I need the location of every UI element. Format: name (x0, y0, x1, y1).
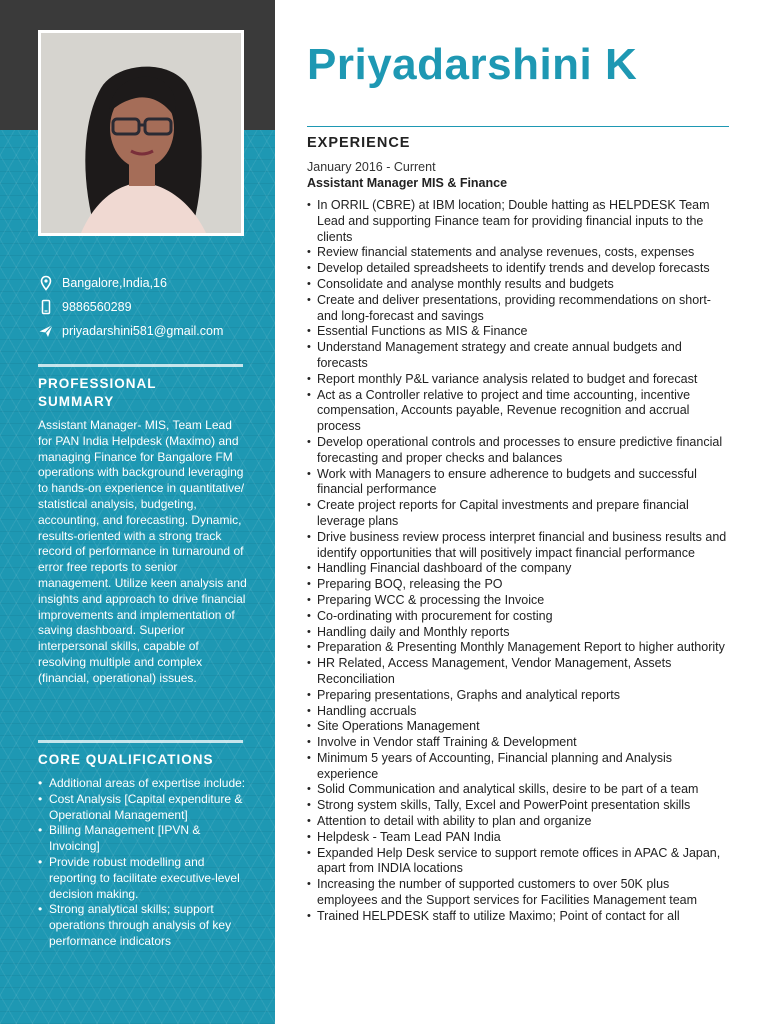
profile-photo (38, 30, 244, 236)
experience-item: • In ORRIL (CBRE) at IBM location; Double hatting as HELPDESK Team Lead and supporting Finance team for providing financial inputs to the clients (307, 198, 732, 245)
contact-location (38, 275, 258, 291)
experience-list (307, 198, 732, 925)
phone-icon (38, 299, 54, 315)
experience-item: • Drive business review process interpret financial and business results and identify opportunities that will positively impact financial performance (307, 530, 732, 562)
experience-item: • Preparing presentations, Graphs and analytical reports (307, 688, 732, 704)
experience-date: January 2016 - Current (307, 160, 436, 174)
profile-photo-image (41, 33, 241, 233)
experience-item: • Attention to detail with ability to plan and organize (307, 814, 732, 830)
contact-email (38, 323, 258, 339)
qualification-item: • Additional areas of expertise include: (38, 776, 248, 792)
send-icon (38, 323, 54, 339)
contact-phone (38, 299, 258, 315)
experience-item: • Create and deliver presentations, providing recommendations on short- and long-forecast and savings (307, 293, 732, 325)
location-pin-icon (38, 275, 54, 291)
experience-item: • Work with Managers to ensure adherence to budgets and successful financial performance (307, 467, 732, 499)
experience-item: • HR Related, Access Management, Vendor Management, Assets Reconciliation (307, 656, 732, 688)
experience-item: • Minimum 5 years of Accounting, Financial planning and Analysis experience (307, 751, 732, 783)
experience-item: • Solid Communication and analytical skills, desire to be part of a team (307, 782, 732, 798)
summary-heading (38, 375, 243, 411)
experience-item: • Site Operations Management (307, 719, 732, 735)
qualification-item: • Cost Analysis [Capital expenditure & Operational Management] (38, 792, 248, 824)
qualifications-list (38, 776, 248, 950)
contact-phone-text: 9886560289 (62, 300, 132, 314)
sidebar (0, 0, 275, 1024)
experience-item: • Handling Financial dashboard of the company (307, 561, 732, 577)
experience-item: • Act as a Controller relative to project and time accounting, incentive compensation, Accounts payable, Revenue recognition and accrual process (307, 388, 732, 435)
summary-heading-line2: SUMMARY (38, 394, 115, 409)
experience-item: • Increasing the number of supported customers to over 50K plus employees and the Support services for Facilities Management team (307, 877, 732, 909)
qualification-item: • Billing Management [IPVN & Invoicing] (38, 823, 248, 855)
experience-item: • Understand Management strategy and create annual budgets and forecasts (307, 340, 732, 372)
experience-item: • Co-ordinating with procurement for costing (307, 609, 732, 625)
experience-role: Assistant Manager MIS & Finance (307, 176, 508, 190)
qualifications-divider (38, 740, 243, 743)
experience-item: • Develop operational controls and processes to ensure predictive financial forecasting and proper checks and balances (307, 435, 732, 467)
experience-item: • Handling daily and Monthly reports (307, 625, 732, 641)
experience-item: • Review financial statements and analyse revenues, costs, expenses (307, 245, 732, 261)
contact-email-text[interactable]: priyadarshini581@gmail.com (62, 324, 224, 338)
name-rule (307, 126, 729, 127)
summary-text: Assistant Manager- MIS, Team Lead for PAN India Helpdesk (Maximo) and managing Finance for Bangalore FM operations with background leveraging to hands-on experience in quantitative/ statistical analysis, budgeting, accounting, and forecasting. Dynamic, results-oriented with a strong track record of performance in turnaround of error free reports to senior management. Utilize keen analysis and insights and approach to drive financial improvements and implementation of saving dashboard. Superior interpersonal skills, capable of resolving multiple and complex (financial, operational) issues. (38, 418, 247, 685)
experience-heading: EXPERIENCE (307, 135, 411, 151)
experience-item: • Expanded Help Desk service to support remote offices in APAC & Japan, apart from INDIA locations (307, 846, 732, 878)
experience-item: • Report monthly P&L variance analysis related to budget and forecast (307, 372, 732, 388)
experience-item: • Handling accruals (307, 704, 732, 720)
experience-item: • Strong system skills, Tally, Excel and PowerPoint presentation skills (307, 798, 732, 814)
experience-item: • Create project reports for Capital investments and prepare financial leverage plans (307, 498, 732, 530)
portrait-illustration (41, 33, 241, 233)
experience-item: • Helpdesk - Team Lead PAN India (307, 830, 732, 846)
experience-item: • Preparing WCC & processing the Invoice (307, 593, 732, 609)
experience-item: • Preparing BOQ, releasing the PO (307, 577, 732, 593)
experience-item: • Essential Functions as MIS & Finance (307, 324, 732, 340)
experience-item: • Trained HELPDESK staff to utilize Maximo; Point of contact for all (307, 909, 732, 925)
qualifications-heading: CORE QUALIFICATIONS (38, 752, 214, 767)
summary-divider (38, 364, 243, 367)
candidate-name: Priyadarshini K (307, 40, 638, 89)
qualification-item: • Provide robust modelling and reporting to facilitate executive-level decision making. (38, 855, 248, 902)
experience-item: • Consolidate and analyse monthly results and budgets (307, 277, 732, 293)
summary-heading-line1: PROFESSIONAL (38, 376, 157, 391)
experience-item: • Develop detailed spreadsheets to identify trends and develop forecasts (307, 261, 732, 277)
experience-item: • Preparation & Presenting Monthly Management Report to higher authority (307, 640, 732, 656)
contact-location-text: Bangalore,India,16 (62, 276, 167, 290)
experience-item: • Involve in Vendor staff Training & Development (307, 735, 732, 751)
qualification-item: • Strong analytical skills; support operations through analysis of key performance indicators (38, 902, 248, 949)
